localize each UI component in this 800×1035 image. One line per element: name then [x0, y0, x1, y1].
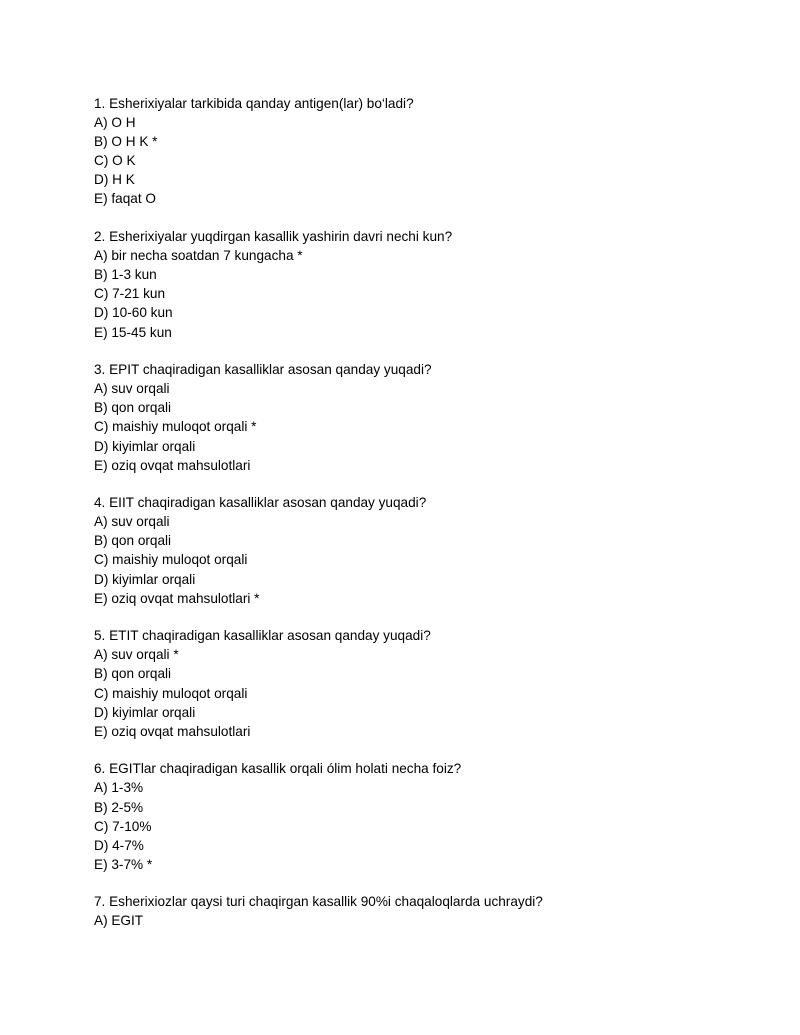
option-a: A) suv orqali * — [94, 647, 179, 663]
option-b: B) 2-5% — [94, 799, 144, 815]
option-d: D) kiyimlar orqali — [94, 571, 196, 587]
option-c: C) 7-10% — [94, 818, 152, 834]
option-b: B) qon orqali — [94, 666, 172, 682]
question-text: 2. Esherixiyalar yuqdirgan kasallik yashirin davri nechi kun? — [94, 229, 453, 245]
option-b: B) 1-3 kun — [94, 267, 157, 283]
question-5 — [94, 626, 734, 741]
option-c: C) 7-21 kun — [94, 286, 166, 302]
option-a: A) O H — [94, 115, 136, 131]
option-c: C) maishiy muloqot orqali — [94, 552, 248, 568]
option-b: B) qon orqali — [94, 400, 172, 416]
option-a: A) 1-3% — [94, 780, 144, 796]
question-4 — [94, 493, 734, 608]
option-b: B) qon orqali — [94, 533, 172, 549]
option-d: D) kiyimlar orqali — [94, 438, 196, 454]
question-3 — [94, 360, 734, 475]
option-e: E) oziq ovqat mahsulotlari — [94, 457, 251, 473]
option-e: E) 15-45 kun — [94, 324, 172, 340]
question-text: 1. Esherixiyalar tarkibida qanday antigen(lar) bo‘ladi? — [94, 96, 414, 111]
option-c: C) maishiy muloqot orqali * — [94, 419, 257, 435]
option-d: D) H K — [94, 172, 135, 188]
option-c: C) maishiy muloqot orqali — [94, 685, 248, 701]
question-7 — [94, 892, 734, 930]
question-2 — [94, 227, 734, 342]
question-text: 3. EPIT chaqiradigan kasalliklar asosan qanday yuqadi? — [94, 362, 432, 378]
option-a: A) bir necha soatdan 7 kungacha * — [94, 248, 303, 264]
option-a: A) EGIT — [94, 913, 144, 929]
option-e: E) 3-7% * — [94, 856, 153, 872]
option-d: D) kiyimlar orqali — [94, 704, 196, 720]
option-e: E) faqat O — [94, 191, 156, 207]
option-d: D) 4-7% — [94, 837, 144, 853]
option-b: B) O H K * — [94, 134, 158, 150]
question-text: 5. ETIT chaqiradigan kasalliklar asosan qanday yuqadi? — [94, 628, 431, 644]
option-a: A) suv orqali — [94, 381, 170, 397]
question-text: 4. EIIT chaqiradigan kasalliklar asosan qanday yuqadi? — [94, 495, 427, 511]
question-6 — [94, 759, 734, 874]
question-1 — [94, 94, 734, 209]
option-a: A) suv orqali — [94, 514, 170, 530]
option-d: D) 10-60 kun — [94, 305, 173, 321]
option-e: E) oziq ovqat mahsulotlari — [94, 723, 251, 739]
question-text: 6. EGITlar chaqiradigan kasallik orqali ólim holati necha foiz? — [94, 761, 462, 777]
option-e: E) oziq ovqat mahsulotlari * — [94, 590, 260, 606]
question-text: 7. Esherixiozlar qaysi turi chaqirgan kasallik 90%i chaqaloqlarda uchraydi? — [94, 894, 543, 910]
option-c: C) O K — [94, 153, 136, 169]
quiz-content — [94, 94, 734, 949]
